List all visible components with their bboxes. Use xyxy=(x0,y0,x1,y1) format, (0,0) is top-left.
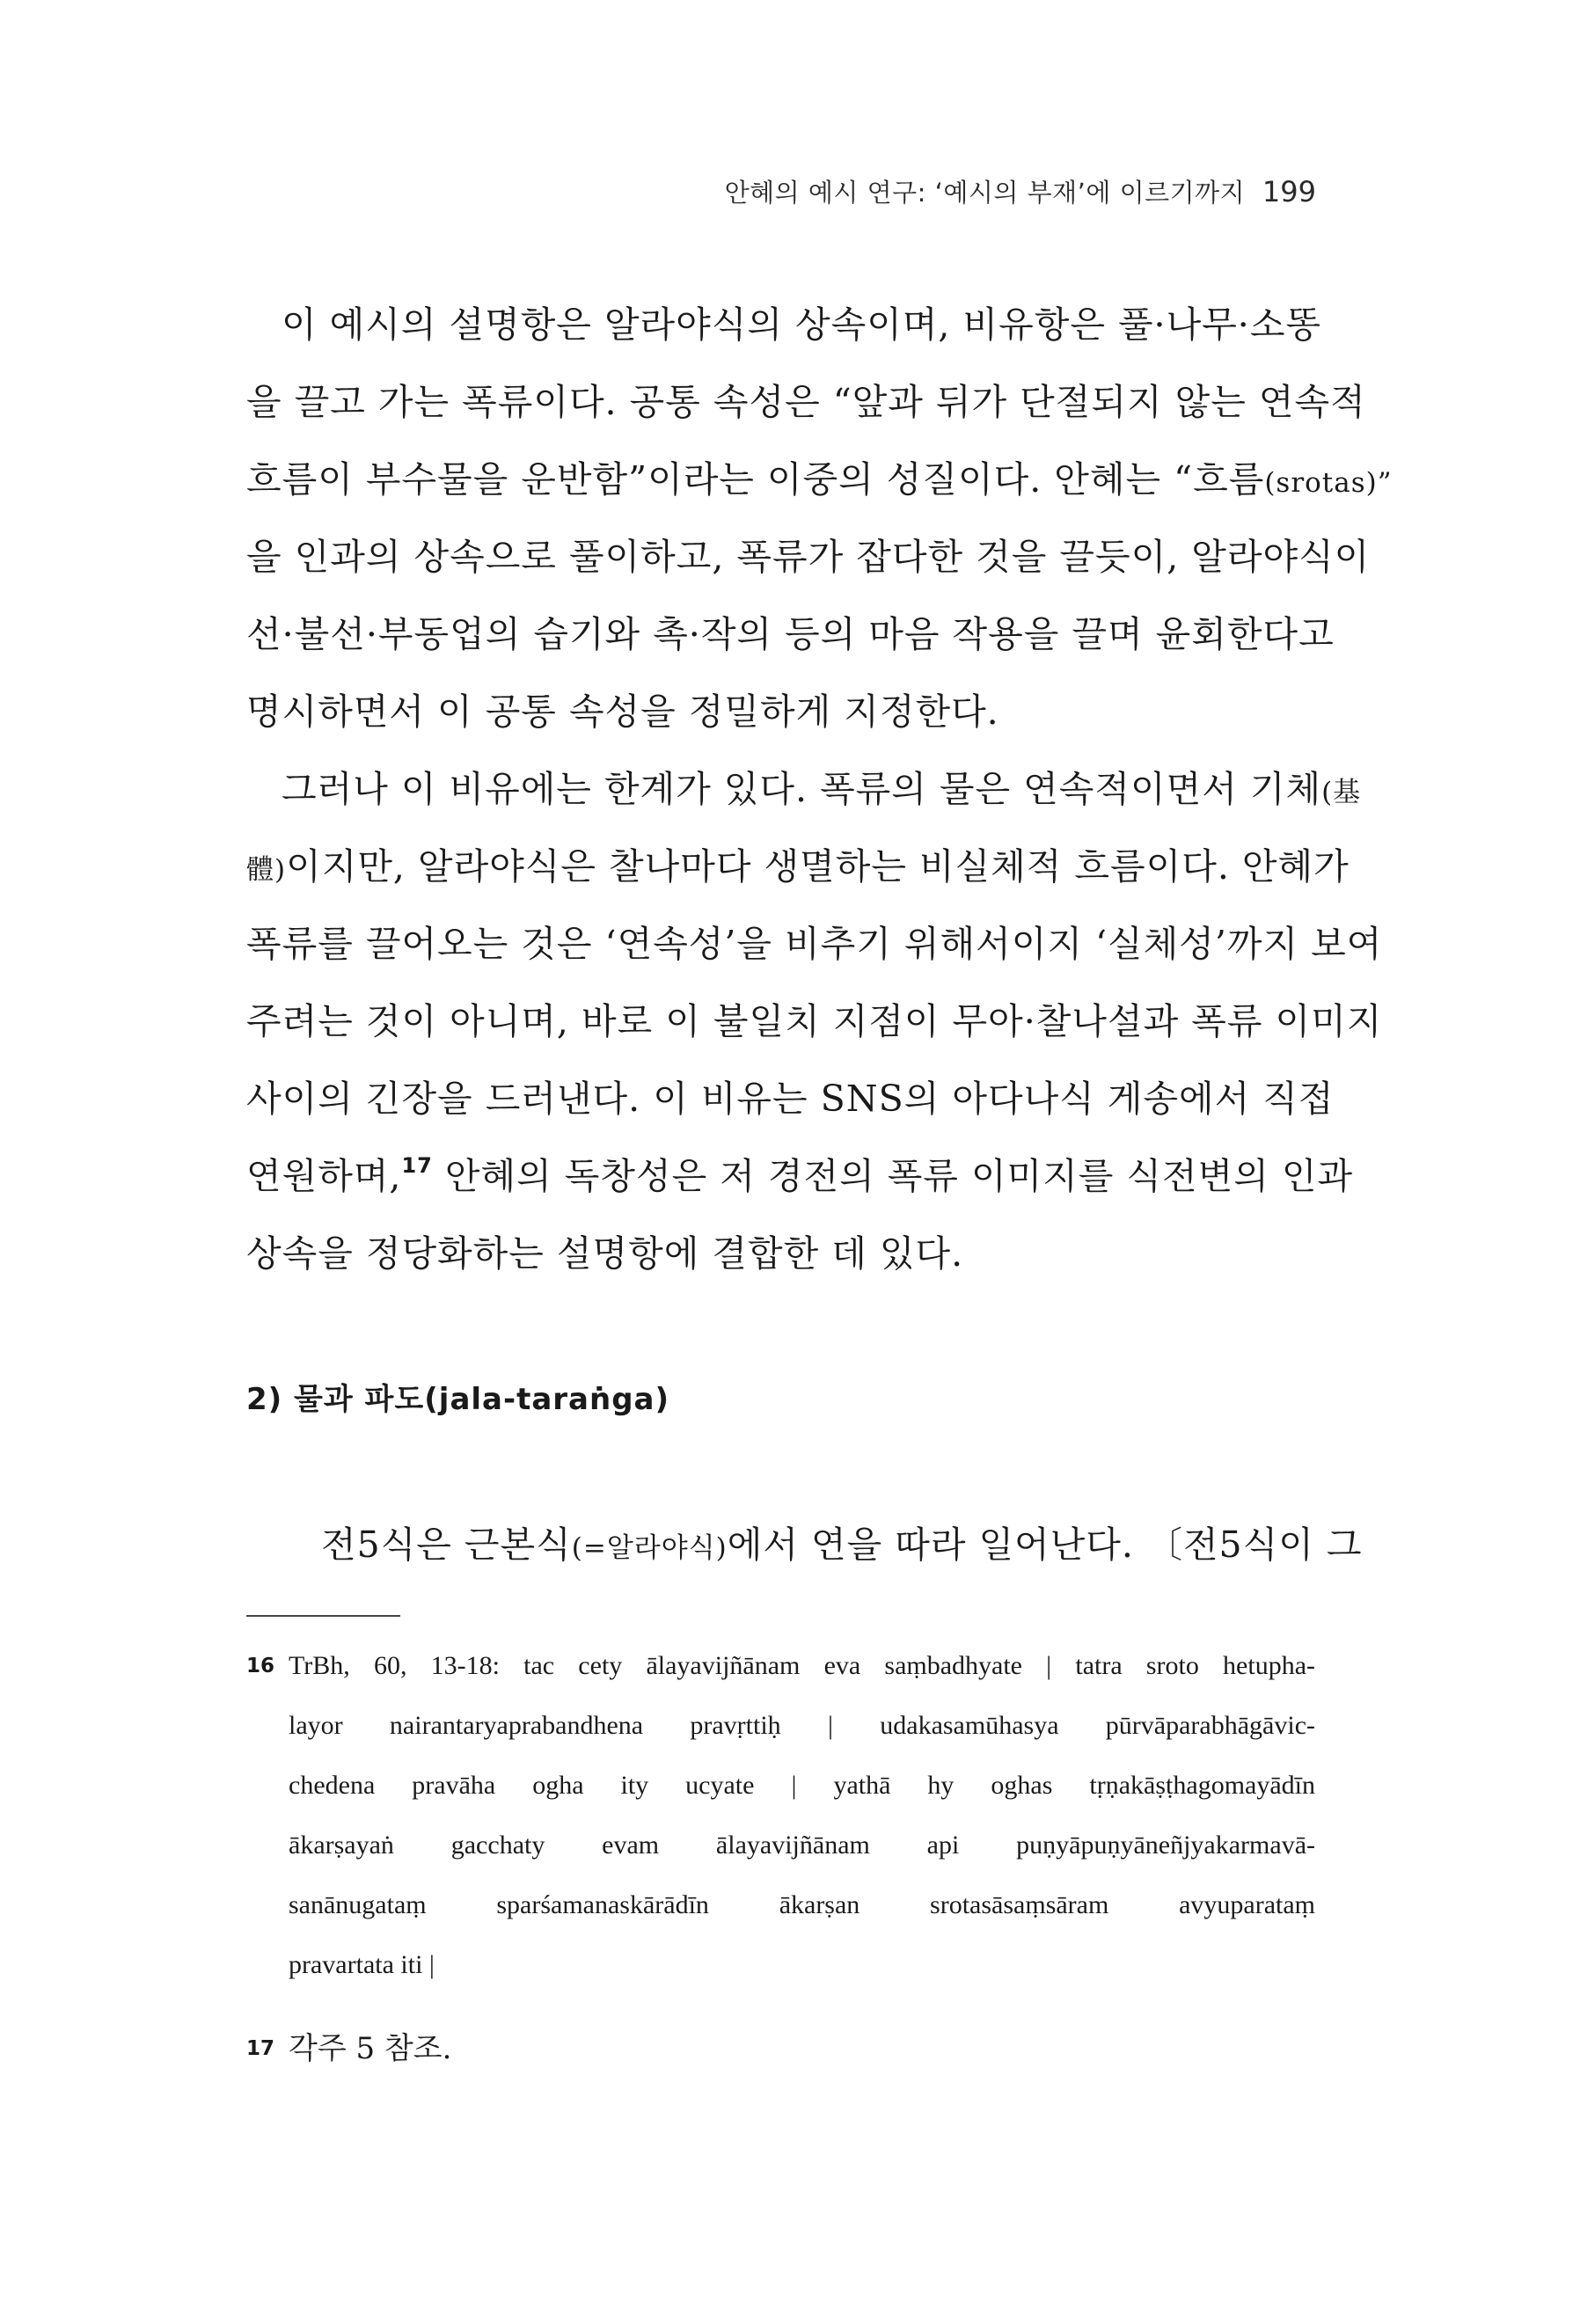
chapter-title: 안혜의 예시 연구: ‘예시의 부재’에 이르기까지 xyxy=(724,178,1246,208)
footnote-line: chedena pravāha ogha ity ucyate | yathā hy oghas tṛṇakāṣṭhagomayādīn xyxy=(289,1771,1315,1800)
paragraph-3 xyxy=(321,1506,1363,1583)
text-line: 선·불선·부동업의 습기와 촉·작의 등의 마음 작용을 끌며 윤회한다고 xyxy=(246,613,1335,655)
text-line xyxy=(246,750,1362,828)
text-line: 사이의 긴장을 드러낸다. 이 비유는 SNS의 아다나식 게송에서 직접 xyxy=(246,1078,1335,1120)
footnote-number: 17 xyxy=(246,2037,275,2060)
srotas-gloss: (srotas)” xyxy=(1264,467,1393,499)
footnote-17 xyxy=(246,2019,1315,2079)
footnote-divider xyxy=(246,1615,400,1617)
text-line: 을 인과의 상속으로 풀이하고, 폭류가 잡다한 것을 끌듯이, 알라야식이 xyxy=(246,536,1371,578)
footnote-number: 16 xyxy=(246,1655,275,1677)
text-span: 이지만, 알라야식은 찰나마다 생멸하는 비실체적 흐름이다. 안혜가 xyxy=(286,845,1350,888)
text-span: 연원하며, xyxy=(246,1155,402,1197)
footnote-line: TrBh, 60, 13-18: tac cety ālayavijñānam eva saṃbadhyate | tatra sroto hetupha- xyxy=(289,1651,1315,1680)
footnote-line: pravartata iti | xyxy=(289,1950,435,1979)
text-line: 명시하면서 이 공통 속성을 정밀하게 지정한다. xyxy=(246,691,999,733)
footnote-line: ākarṣayaṅ gacchaty evam ālayavijñānam api puṇyāpuṇyāneñjyakarmavā- xyxy=(289,1831,1315,1860)
running-header xyxy=(725,173,1316,209)
text-span: 흐름이 부수물을 운반함”이라는 이중의 성질이다. 안혜는 “흐름 xyxy=(246,458,1265,501)
text-line xyxy=(246,441,1393,518)
text-span: 전5식은 근본식 xyxy=(321,1524,572,1566)
text-line: 을 끌고 가는 폭류이다. 공통 속성은 “앞과 뒤가 단절되지 않는 연속적 xyxy=(246,381,1366,423)
footnote-line: sanānugataṃ sparśamanaskārādīn ākarṣan srotasāsaṃsāram avyuparataṃ xyxy=(289,1890,1315,1919)
text-span: 안혜의 독창성은 저 경전의 폭류 이미지를 식전변의 인과 xyxy=(432,1155,1354,1197)
text-line: 주려는 것이 아니며, 바로 이 불일치 지점이 무아·찰나설과 폭류 이미지 xyxy=(246,1000,1383,1042)
footnote-line: 각주 5 참조. xyxy=(289,2031,452,2066)
footnote-ref-17[interactable]: 17 xyxy=(401,1153,433,1178)
paragraph-1 xyxy=(246,286,1393,750)
text-line xyxy=(246,828,1350,905)
paragraph-2 xyxy=(246,750,1383,1292)
text-line xyxy=(246,1137,1354,1215)
hanja-gloss: (基 xyxy=(1321,777,1362,808)
text-span: 에서 연을 따라 일어난다. 〔전5식이 그 xyxy=(727,1524,1363,1566)
text-line: 폭류를 끌어오는 것은 ‘연속성’을 비추기 위해서이지 ‘실체성’까지 보여 xyxy=(246,923,1383,965)
section-heading: 2) 물과 파도(jala-taraṅga) xyxy=(246,1382,670,1417)
hanja-gloss: 體) xyxy=(246,854,287,886)
text-line: 이 예시의 설명항은 알라야식의 상속이며, 비유항은 풀·나무·소똥 xyxy=(282,303,1322,346)
footnote-16 xyxy=(246,1636,1315,1995)
text-span: 그러나 이 비유에는 한계가 있다. 폭류의 물은 연속적이면서 기체 xyxy=(282,768,1322,810)
page-number: 199 xyxy=(1262,175,1316,208)
text-line xyxy=(321,1506,1363,1583)
text-line: 상속을 정당화하는 설명항에 결합한 데 있다. xyxy=(246,1232,964,1275)
footnote-line: layor nairantaryaprabandhena pravṛttiḥ | udakasamūhasya pūrvāparabhāgāvic- xyxy=(289,1711,1315,1740)
alaya-gloss: (=알라야식) xyxy=(571,1532,728,1564)
